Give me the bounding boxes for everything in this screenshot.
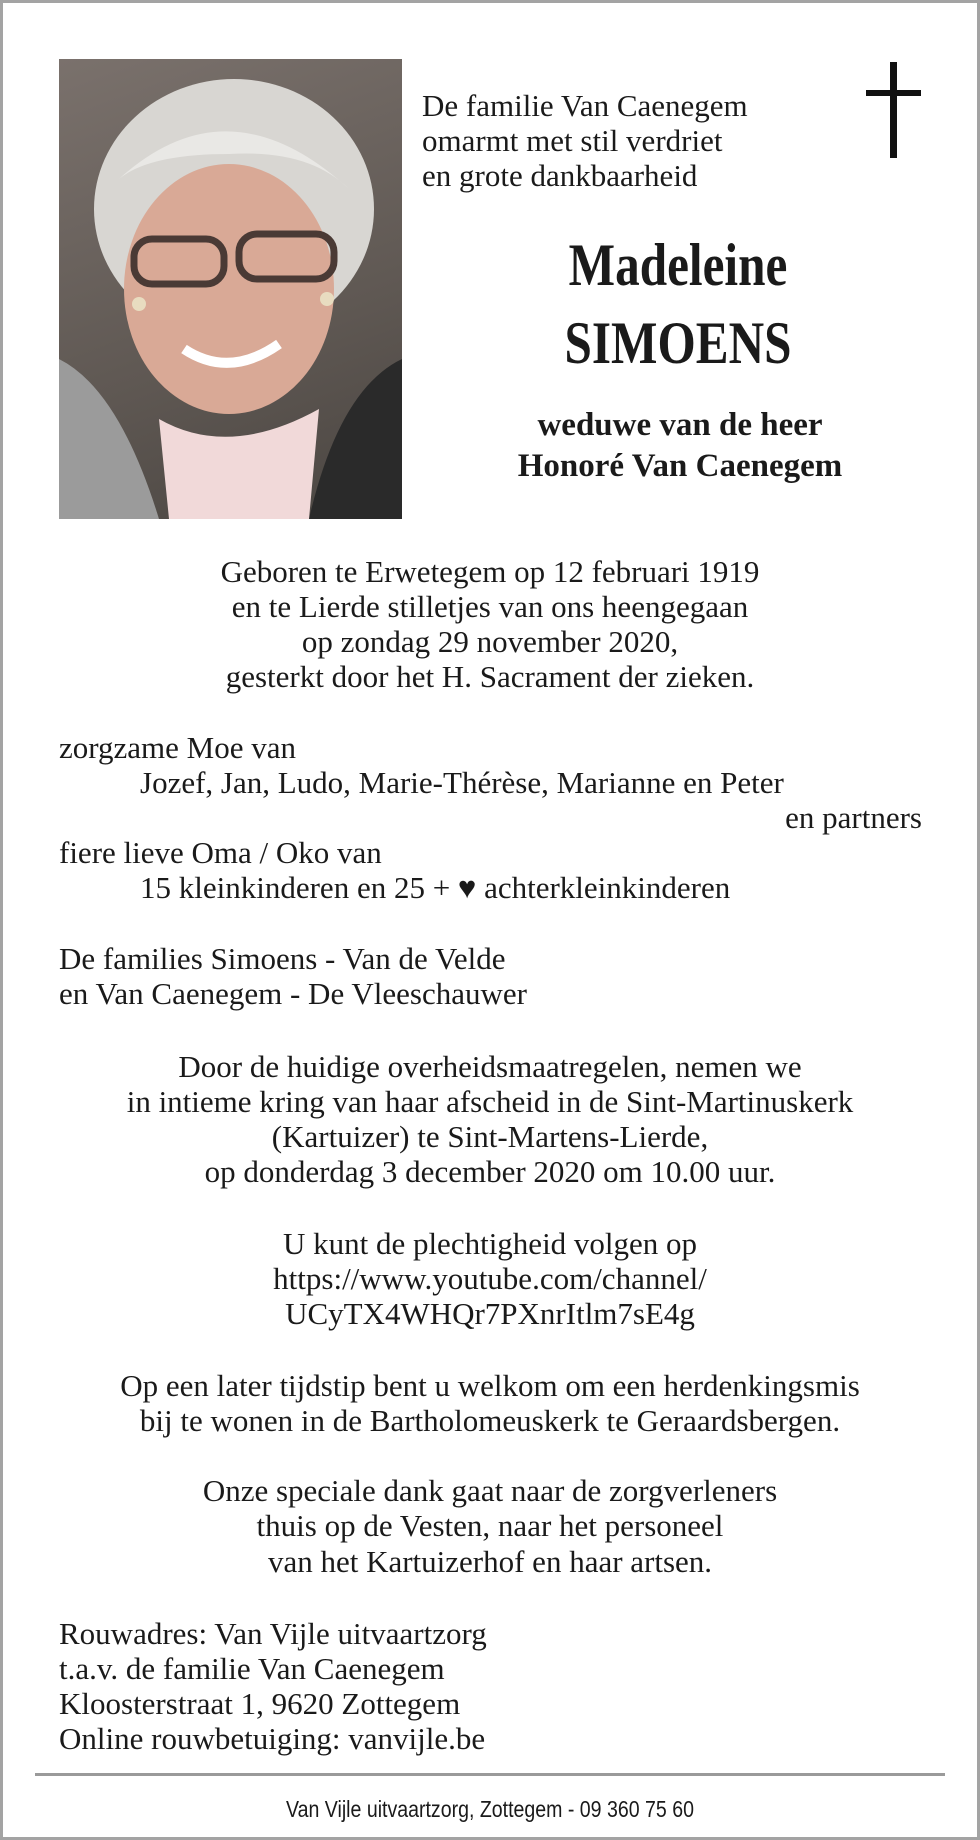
text-line: (Kartuizer) te Sint-Martens-Lierde, [271,1119,709,1154]
text-line: en partners [785,800,922,835]
condolence-link[interactable]: Online rouwbetuiging: vanvijle.be [59,1721,486,1756]
text-line: fiere lieve Oma / Oko van [59,835,382,870]
text-line: Door de huidige overheidsmaatregelen, nemen we [178,1049,802,1084]
text-line: Kloosterstraat 1, 9620 Zottegem [59,1686,461,1721]
text-line: Rouwadres: Van Vijle uitvaartzorg [59,1616,487,1651]
text-line: Onze speciale dank gaat naar de zorgverleners [202,1473,778,1508]
text-line: en Van Caenegem - De Vleeschauwer [59,976,527,1011]
text-line: bij te wonen in de Bartholomeuskerk te Geraardsbergen. [139,1403,841,1438]
text-line: U kunt de plechtigheid volgen op [282,1226,698,1261]
spouse-name: Honoré Van Caenegem [517,448,843,484]
text-line: van het Kartuizerhof en haar artsen. [267,1544,713,1579]
text-line: t.a.v. de familie Van Caenegem [59,1651,445,1686]
portrait-photo [59,59,402,519]
intro-line: en grote dankbaarheid [422,158,698,193]
text-line: zorgzame Moe van [59,730,296,765]
footer-text: Van Vijle uitvaartzorg, Zottegem - 09 360 75 60 [286,1796,694,1822]
stream-link[interactable]: UCyTX4WHQr7PXnrItlm7sE4g [285,1296,695,1331]
grandchildren-line: 15 kleinkinderen en 25 + ♥ achterkleinkinderen [140,870,731,905]
text-line: op donderdag 3 december 2020 om 10.00 uur. [204,1154,776,1189]
intro-line: De familie Van Caenegem [422,88,748,123]
text-line: en te Lierde stilletjes van ons heengegaan [231,589,749,624]
first-name: Madeleine [568,232,788,298]
intro-line: omarmt met stil verdriet [422,123,723,158]
text-line: Op een later tijdstip bent u welkom om een herdenkingsmis [120,1368,860,1403]
widow-line: weduwe van de heer [537,407,823,443]
children-list: Jozef, Jan, Ludo, Marie-Thérèse, Marianne en Peter [140,765,784,800]
divider [35,1773,945,1776]
stream-link[interactable]: https://www.youtube.com/channel/ [273,1261,707,1296]
text-line: op zondag 29 november 2020, [301,624,679,659]
last-name: SIMOENS [564,310,792,376]
text-line: Geboren te Erwetegem op 12 februari 1919 [220,554,760,589]
text-line: in intieme kring van haar afscheid in de Sint-Martinuskerk [126,1084,854,1119]
text-line: thuis op de Vesten, naar het personeel [256,1508,724,1543]
text-line: gesterkt door het H. Sacrament der zieken. [225,659,755,694]
text-line: De families Simoens - Van de Velde [59,941,506,976]
